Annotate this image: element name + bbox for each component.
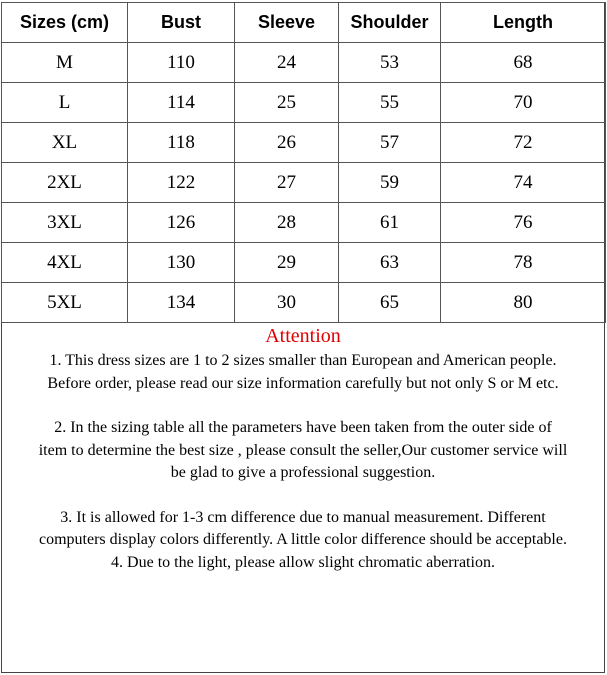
cell-shoulder: 59 — [339, 163, 441, 203]
header-shoulder: Shoulder — [339, 3, 441, 43]
header-bust: Bust — [128, 3, 235, 43]
table-row — [2, 83, 606, 123]
cell-sleeve: 30 — [235, 283, 339, 323]
cell-shoulder: 53 — [339, 43, 441, 83]
cell-shoulder: 61 — [339, 203, 441, 243]
table-row — [2, 163, 606, 203]
cell-shoulder: 63 — [339, 243, 441, 283]
table-row — [2, 243, 606, 283]
note-sizes-smaller: 1. This dress sizes are 1 to 2 sizes smaller than European and American people. Before order, please read our size information carefully but not only S or M etc. — [47, 352, 559, 392]
cell-bust: 126 — [128, 203, 235, 243]
table-header-row — [2, 3, 606, 43]
note-measurement-difference: 3. It is allowed for 1-3 cm difference due to manual measurement. Different computers display colors differently. A little color difference should be acceptable. — [39, 508, 567, 548]
attention-heading: Attention — [265, 325, 341, 347]
cell-size: M — [2, 43, 128, 83]
cell-bust: 114 — [128, 83, 235, 123]
cell-sleeve: 27 — [235, 163, 339, 203]
attention-notes — [1, 322, 605, 574]
cell-sleeve: 25 — [235, 83, 339, 123]
cell-sleeve: 29 — [235, 243, 339, 283]
cell-shoulder: 55 — [339, 83, 441, 123]
cell-length: 78 — [441, 243, 606, 283]
table-row — [2, 203, 606, 243]
cell-size: 2XL — [2, 163, 128, 203]
cell-length: 68 — [441, 43, 606, 83]
note-measurement-method: 2. In the sizing table all the parameters have been taken from the outer side of item to determine the best size , please consult the seller,Our customer service will be glad to give a professional suggestion. — [38, 419, 568, 481]
cell-bust: 118 — [128, 123, 235, 163]
cell-size: 4XL — [2, 243, 128, 283]
cell-shoulder: 65 — [339, 283, 441, 323]
cell-sleeve: 26 — [235, 123, 339, 163]
cell-bust: 122 — [128, 163, 235, 203]
cell-length: 72 — [441, 123, 606, 163]
table-row — [2, 43, 606, 83]
header-sizes: Sizes (cm) — [2, 3, 128, 43]
cell-size: XL — [2, 123, 128, 163]
cell-bust: 134 — [128, 283, 235, 323]
cell-bust: 130 — [128, 243, 235, 283]
cell-size: L — [2, 83, 128, 123]
cell-length: 74 — [441, 163, 606, 203]
table-row — [2, 123, 606, 163]
header-length: Length — [441, 3, 606, 43]
cell-size: 3XL — [2, 203, 128, 243]
cell-length: 70 — [441, 83, 606, 123]
cell-sleeve: 24 — [235, 43, 339, 83]
cell-length: 80 — [441, 283, 606, 323]
cell-shoulder: 57 — [339, 123, 441, 163]
size-table — [1, 2, 606, 323]
header-sleeve: Sleeve — [235, 3, 339, 43]
cell-length: 76 — [441, 203, 606, 243]
table-row — [2, 283, 606, 323]
cell-size: 5XL — [2, 283, 128, 323]
note-chromatic-aberration: 4. Due to the light, please allow slight chromatic aberration. — [111, 553, 495, 571]
cell-sleeve: 28 — [235, 203, 339, 243]
cell-bust: 110 — [128, 43, 235, 83]
